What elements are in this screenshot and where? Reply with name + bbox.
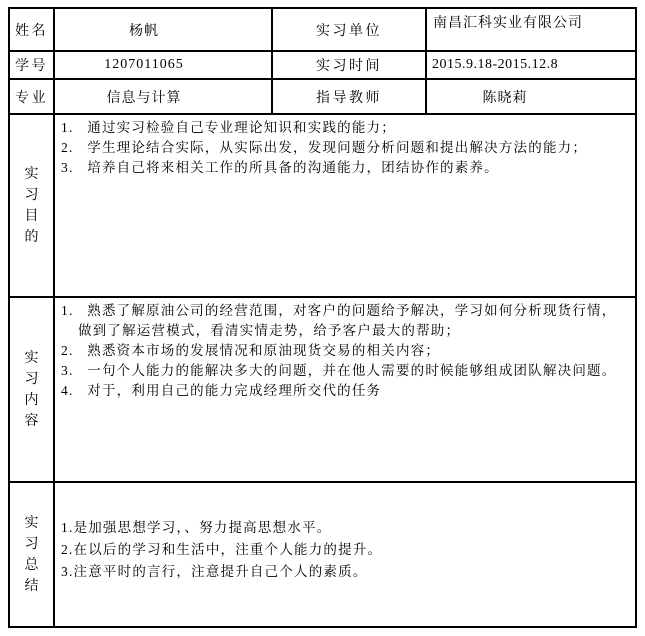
summary-line: 1.是加强思想学习，、努力提高思想水平。	[61, 520, 332, 535]
major-value: 信息与计算	[55, 80, 273, 113]
header-row-major	[10, 80, 635, 115]
purpose-label-char: 的	[24, 229, 39, 245]
content-line: 1. 熟悉了解原油公司的经营范围，对客户的问题给予解决，学习如何分析现货行情，	[61, 303, 617, 318]
period-value: 2015.9.18-2015.12.8	[432, 57, 559, 72]
purpose-label-char: 习	[24, 187, 39, 203]
content-line: 做到了解运营模式，看清实情走势，给予客户最大的帮助；	[78, 323, 461, 338]
content-label-char: 习	[24, 371, 39, 387]
purpose-line: 2. 学生理论结合实际，从实际出发，发现问题分析问题和提出解决方法的能力；	[61, 140, 588, 155]
header-row-name	[10, 9, 635, 52]
student-id-value: 1207011065	[55, 52, 273, 78]
content-line: 2. 熟悉资本市场的发展情况和原油现货交易的相关内容；	[61, 343, 441, 358]
content-label-char: 内	[24, 392, 39, 408]
content-section-label	[10, 298, 55, 481]
content-line: 4. 对于，利用自己的能力完成经理所交代的任务	[61, 383, 382, 398]
student-id-label: 学号	[10, 52, 55, 78]
teacher-label: 指导教师	[273, 80, 427, 113]
content-label-char: 容	[24, 413, 39, 429]
summary-line: 3.注意平时的言行，注意提升自己个人的素质。	[61, 564, 368, 579]
name-label: 姓名	[10, 9, 55, 50]
header-row-student-id	[10, 52, 635, 80]
summary-label-char: 结	[24, 578, 39, 594]
purpose-line: 3. 培养自己将来相关工作的所具备的沟通能力，团结协作的素养。	[61, 160, 499, 175]
summary-line: 2.在以后的学习和生活中，注重个人能力的提升。	[61, 542, 383, 557]
content-content	[55, 298, 635, 481]
unit-label: 实习单位	[273, 9, 427, 50]
purpose-label-char: 实	[24, 166, 39, 182]
content-line: 3. 一句个人能力的能解决多大的问题，并在他人需要的时候能够组成团队解决问题。	[61, 363, 617, 378]
name-value: 杨帆	[55, 9, 273, 50]
section-content	[10, 298, 635, 483]
purpose-section-label	[10, 115, 55, 296]
major-label: 专业	[10, 80, 55, 113]
teacher-value: 陈晓莉	[482, 90, 528, 106]
summary-label-char: 习	[24, 536, 39, 552]
summary-label-char: 实	[24, 515, 39, 531]
period-label: 实习时间	[273, 52, 427, 78]
internship-form-table	[8, 7, 637, 628]
purpose-label-char: 目	[24, 208, 39, 224]
section-summary	[10, 483, 635, 626]
summary-section-label	[10, 483, 55, 626]
purpose-content	[55, 115, 635, 296]
section-purpose	[10, 115, 635, 298]
content-label-char: 实	[24, 350, 39, 366]
summary-label-char: 总	[24, 557, 39, 573]
purpose-line: 1. 通过实习检验自己专业理论知识和实践的能力；	[61, 120, 396, 135]
unit-value: 南昌汇科实业有限公司	[433, 16, 583, 31]
summary-content	[55, 483, 635, 626]
